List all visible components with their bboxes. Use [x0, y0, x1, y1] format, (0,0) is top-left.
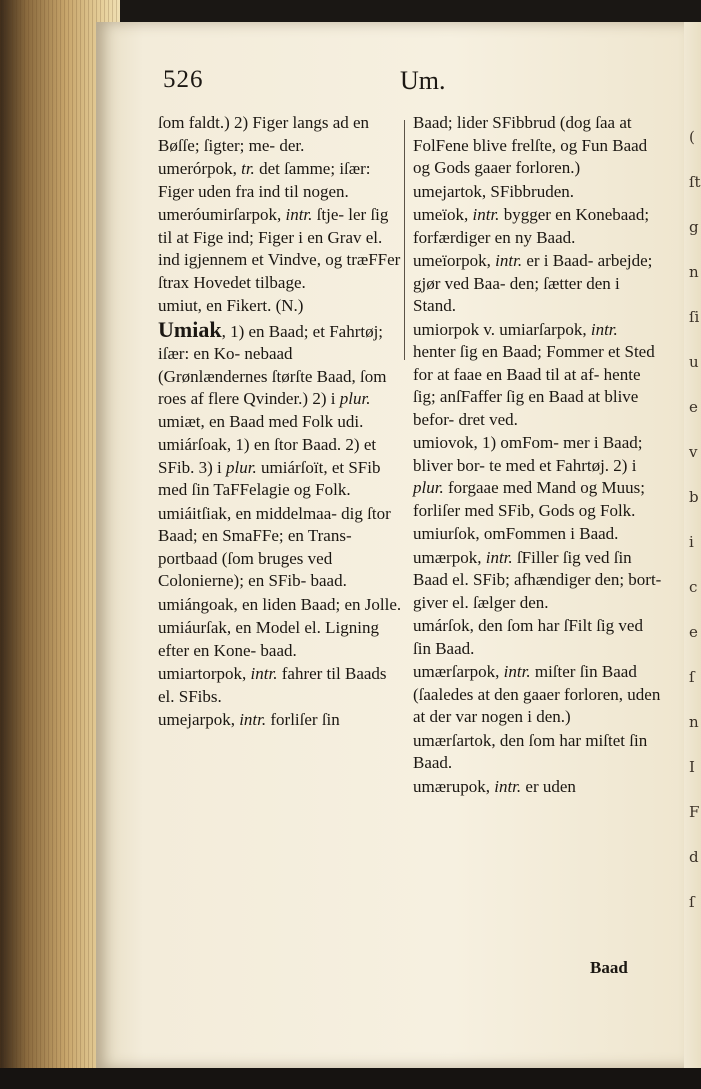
entry-definition: henter ſig en Baad; Fommer et Sted for at faae en Baad til at af- hente ſig; anſFaffer ſig en Baad at blive befor- dret ved. — [413, 342, 655, 429]
entry-headword: Umiak — [158, 316, 222, 342]
next-page-edge-glyph: ſt — [689, 173, 701, 191]
catchword: Baad — [590, 958, 628, 977]
entry-definition: en middelmaa- dig ſtor Baad; en SmaFFe; en Trans- portbaad (ſom bruges ved Colonierne); en SFib- baad. — [158, 503, 391, 590]
entry-definition: ſtje- ler ſig til at Fige ind; Figer i en Grav el. ind igjennem et Vindve, og træFFer ſtrax Hovedet tilbage. — [158, 205, 401, 292]
next-page-edge-glyph: g — [689, 218, 699, 236]
grammar-label: intr. — [285, 205, 313, 224]
dictionary-entry: umeróumirſarpok, intr. ſtje- ler ſig til at Fige ind; Figer i en Grav el. ind igjennem et Vindve, og træFFer ſtrax Hovedet tilbage. — [158, 205, 401, 292]
dictionary-entry: umærſartok, den ſom har miſtet ſin Baad. — [413, 730, 648, 772]
entry-definition-cont: umiárſoït, et SFib med ſin TaFFelagie og Folk. — [158, 457, 381, 499]
next-page-edge-glyph: ſi — [689, 308, 700, 326]
entry-headword: umiárſoak — [158, 435, 227, 454]
entry-definition: en liden Baad; en Jolle. — [242, 594, 402, 614]
grammar-label: intr. — [494, 776, 522, 796]
dictionary-entry: umiángoak, en liden Baad; en Jolle. — [158, 594, 402, 614]
dictionary-entry — [158, 112, 406, 157]
grammar-label: plur. — [226, 457, 257, 477]
grammar-label: intr. — [485, 547, 513, 567]
grammar-label: plur. — [339, 389, 371, 408]
dictionary-entry: umiovok, 1) omFom- mer i Baad; bliver bor- te med et Fahrtøj. 2) i plur. forgaae med Mand og Muus; forliſer med SFib, Gods og Folk. — [413, 433, 646, 520]
entry-headword: umiáurſak — [158, 618, 227, 637]
dictionary-entry: umærupok, intr. er uden — [413, 776, 576, 796]
grammar-label: plur. — [413, 478, 444, 497]
entry-definition: 1) en ſtor Baad. 2) et SFib. 3) i — [158, 435, 377, 477]
dictionary-entry: umiáurſak, en Model el. Ligning efter en Kone- baad. — [158, 618, 379, 660]
next-page-edge-glyph: n — [689, 713, 699, 731]
next-page-edge-glyph: n — [689, 263, 699, 281]
entry-definition: en Fikert. (N.) — [206, 296, 304, 315]
entry-headword: umiorpok v. umiarſarpok — [413, 319, 583, 339]
entry-definition: Baad; lider SFibbrud (dog ſaa at FolFene blive frelſte, og Fun Baad og Gods gaaer forloren.) — [413, 113, 648, 177]
dictionary-entry: umeïorpok, intr. er i Baad- arbejde; gjør ved Baa- den; ſætter den i Stand. — [413, 251, 653, 315]
entry-headword: umeïorpok — [413, 251, 487, 270]
next-page-edge-glyph: u — [689, 353, 699, 371]
next-page-edge-glyph: i — [689, 533, 694, 551]
dictionary-entry: Umiak, 1) en Baad; et Fahrtøj; iſær: en Ko- nebaad (Grønlændernes ſtørſte Baad, ſom roes af flere Qvinder.) 2) i plur. umiæt, en Baad med Folk udi. — [158, 316, 387, 431]
entry-definition-cont: umiæt, en Baad med Folk udi. — [158, 411, 364, 431]
entry-headword: umiartorpok — [158, 664, 243, 683]
entry-definition: den ſom har miſtet ſin Baad. — [413, 730, 648, 772]
next-page-edge-glyph: I — [689, 758, 695, 776]
entry-definition: forliſer ſin — [270, 710, 340, 729]
entry-headword: umiángoak — [158, 594, 234, 614]
entry-definition: miſter ſin Baad (ſaaledes at den gaaer forloren, uden at der var nogen i den.) — [413, 662, 661, 726]
entry-headword: umiut — [158, 296, 198, 315]
entry-headword: umiurſok — [413, 524, 476, 543]
dictionary-entry — [413, 112, 663, 180]
entry-headword: umárſok — [413, 616, 470, 635]
dictionary-entry: umárſok, den ſom har ſFilt ſig ved ſin Baad. — [413, 616, 643, 658]
next-page-edge-glyph: c — [689, 578, 698, 596]
dictionary-entry: umeïok, intr. bygger en Konebaad; forfærdiger en ny Baad. — [413, 205, 650, 247]
grammar-label: intr. — [495, 251, 523, 270]
right-column — [413, 112, 663, 799]
entry-definition: en Model el. Ligning efter en Kone- baad. — [158, 618, 379, 660]
entry-headword: umiáitſiak — [158, 503, 227, 523]
dictionary-entry: umejartok, SFibbruden. — [413, 181, 575, 201]
dictionary-entry: umiartorpok, intr. fahrer til Baads el. SFibs. — [158, 664, 387, 706]
dictionary-entry: umiáitſiak, en middelmaa- dig ſtor Baad; en SmaFFe; en Trans- portbaad (ſom bruges ved Colonierne); en SFib- baad. — [158, 503, 391, 590]
entry-headword: umeróumirſarpok — [158, 205, 277, 224]
next-page-edge-glyph: ſ — [689, 668, 695, 686]
grammar-label: intr. — [503, 662, 531, 681]
entry-definition: det ſamme; iſær: Figer uden fra ind til nogen. — [158, 159, 371, 201]
grammar-label: intr. — [590, 319, 618, 339]
grammar-label: intr. — [250, 664, 278, 683]
entry-definition: omFommen i Baad. — [483, 524, 619, 543]
entry-definition: ſom faldt.) 2) Figer langs ad en Bøſſe; ſigter; me- der. — [158, 113, 370, 155]
entry-definition: den ſom har ſFilt ſig ved ſin Baad. — [413, 616, 643, 658]
next-page-edge-glyph: e — [689, 398, 698, 416]
dictionary-entry: umiorpok v. umiarſarpok, intr. henter ſig en Baad; Fommer et Sted for at faae en Baad til at af- hente ſig; anſFaffer ſig en Baad at blive befor- dret ved. — [413, 319, 655, 429]
entry-headword: umærupok — [413, 776, 486, 796]
entry-definition: bygger en Konebaad; forfærdiger en ny Baad. — [413, 205, 650, 247]
next-page-edge-glyph: b — [689, 488, 699, 506]
entry-definition: 1) omFom- mer i Baad; bliver bor- te med et Fahrtøj. 2) i — [413, 433, 643, 475]
entry-headword: umejarpok — [158, 710, 231, 729]
grammar-label: intr. — [472, 205, 500, 224]
entry-definition: er i Baad- arbejde; gjør ved Baa- den; ſætter den i Stand. — [413, 251, 653, 315]
dictionary-entry: umiut, en Fikert. (N.) — [158, 296, 304, 315]
entry-definition: 1) en Baad; et Fahrtøj; iſær: en Ko- nebaad (Grønlændernes ſtørſte Baad, ſom roes af flere Qvinder.) 2) i — [158, 321, 387, 408]
entry-headword: umærpok — [413, 547, 478, 567]
grammar-label: tr. — [241, 159, 255, 178]
entry-definition-cont: forgaae med Mand og Muus; forliſer med SFib, Gods og Folk. — [413, 478, 646, 520]
next-page-edge-glyph: v — [689, 443, 698, 461]
entry-definition: fahrer til Baads el. SFibs. — [158, 664, 387, 706]
dictionary-entry: umejarpok, intr. forliſer ſin — [158, 710, 340, 729]
dictionary-entry: umerórpok, tr. det ſamme; iſær: Figer uden fra ind til nogen. — [158, 159, 371, 201]
dictionary-entry: umærpok, intr. ſFiller ſig ved ſin Baad el. SFib; afhændiger den; bort- giver el. ſælger den. — [413, 547, 662, 612]
entry-definition: er uden — [525, 776, 576, 796]
entry-headword: umiovok — [413, 433, 474, 452]
dictionary-entry: umærſarpok, intr. miſter ſin Baad (ſaaledes at den gaaer forloren, uden at der var nogen i den.) — [413, 662, 661, 726]
next-page-edge-glyph: ſ — [689, 893, 695, 911]
entry-headword: umærſartok — [413, 730, 492, 750]
entry-headword: umærſarpok — [413, 662, 496, 681]
grammar-label: intr. — [239, 710, 267, 729]
entry-definition: ſFiller ſig ved ſin Baad el. SFib; afhændiger den; bort- giver el. ſælger den. — [413, 547, 662, 612]
entry-headword: umejartok — [413, 181, 482, 201]
next-page-edge-glyph: d — [689, 848, 699, 866]
dictionary-entry: umiárſoak, 1) en ſtor Baad. 2) et SFib. 3) i plur. umiárſoït, et SFib med ſin TaFFelagie og Folk. — [158, 435, 381, 499]
entry-definition: SFibbruden. — [490, 181, 575, 201]
running-head: Um. — [400, 66, 446, 95]
next-page-edge-glyph: F — [689, 803, 700, 821]
dictionary-entry: umiurſok, omFommen i Baad. — [413, 524, 619, 543]
next-page-edge-glyph: ( — [689, 128, 695, 146]
left-column — [158, 112, 406, 733]
entry-headword: umeïok — [413, 205, 464, 224]
page-number: 526 — [163, 66, 204, 93]
entry-headword: umerórpok — [158, 159, 233, 178]
next-page-edge-glyph: e — [689, 623, 698, 641]
bottom-dark-background — [0, 1068, 701, 1089]
